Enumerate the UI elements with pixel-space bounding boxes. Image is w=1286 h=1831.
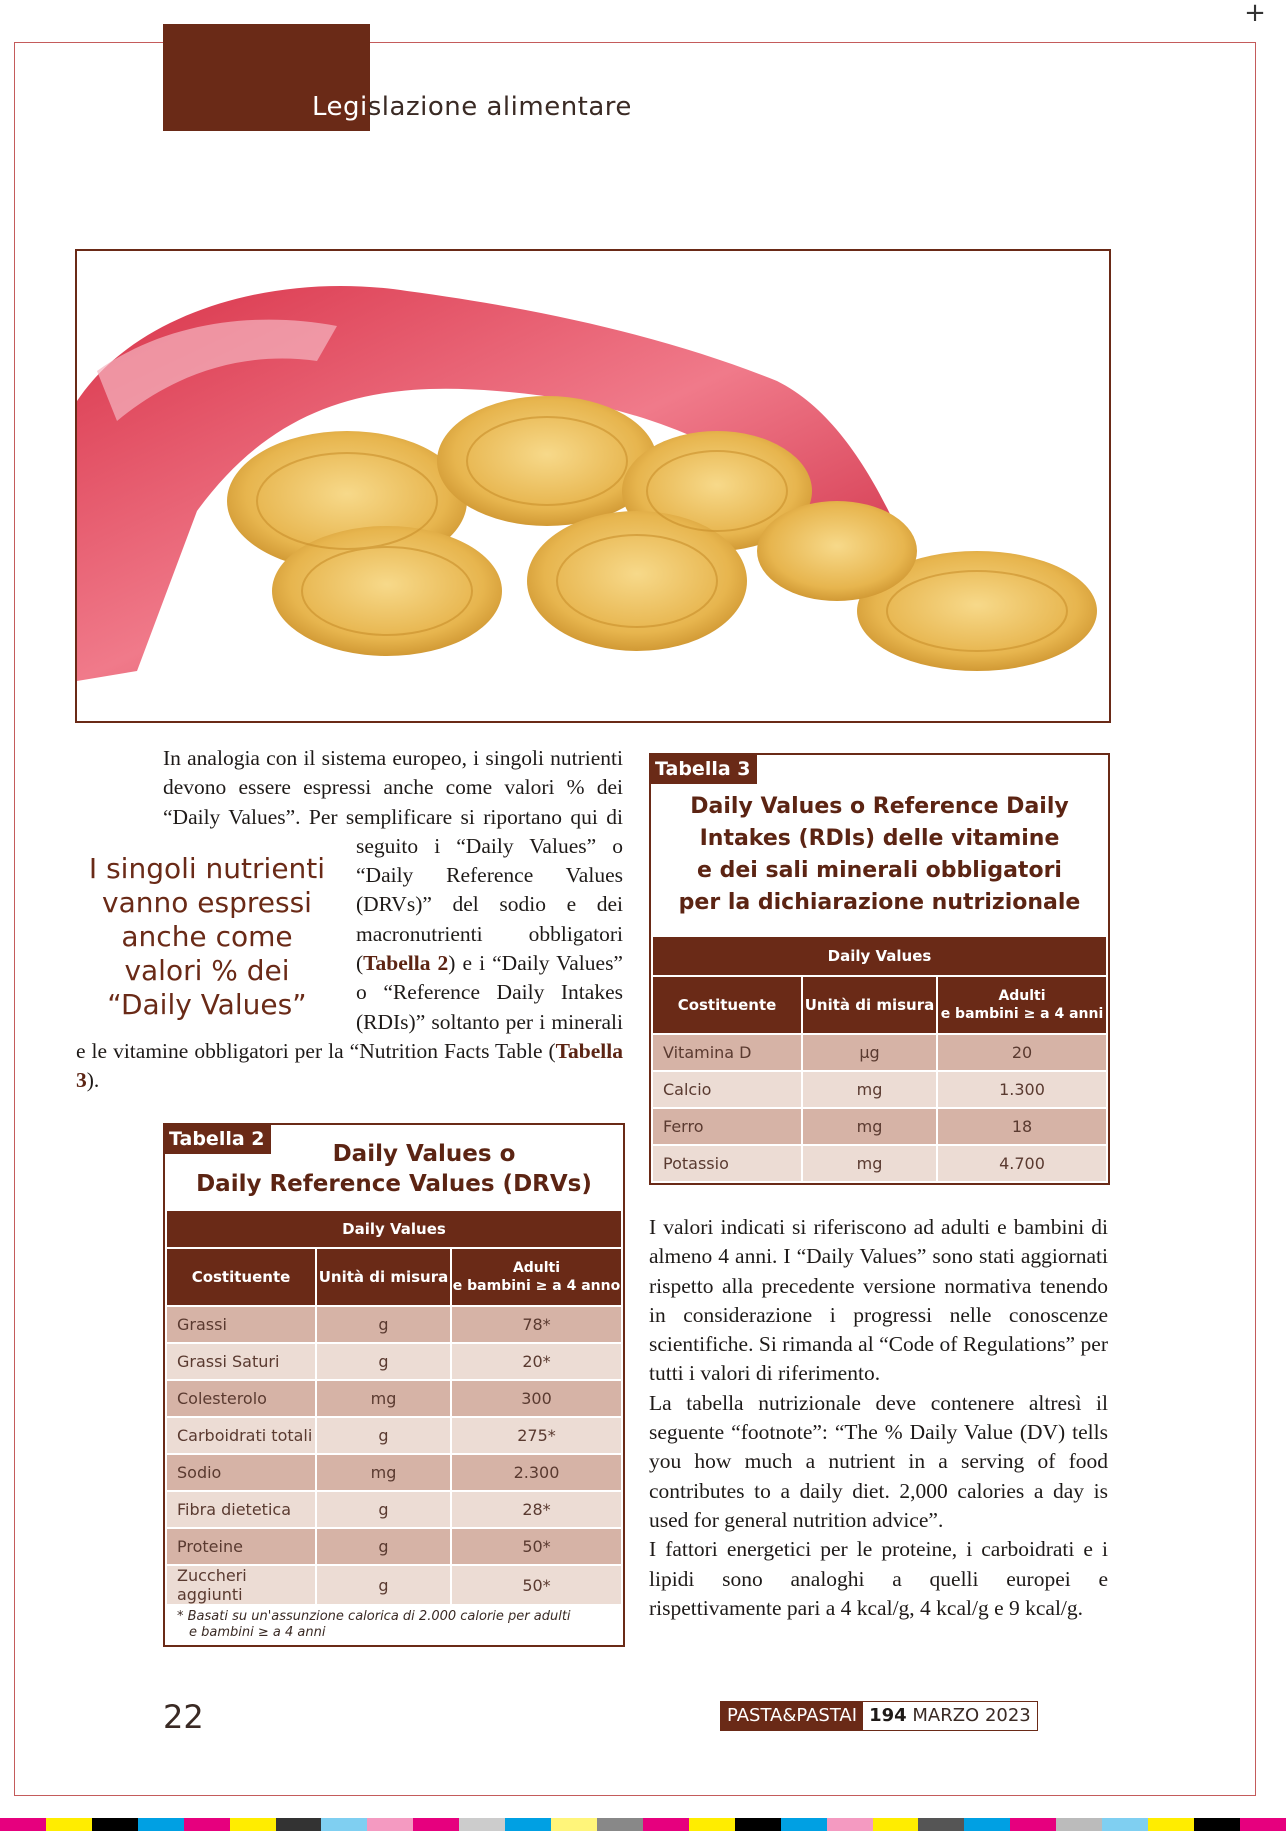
right-column-text [649, 1213, 1108, 1623]
right-para2: La tabella nutrizionale deve contenere altresì il seguente “footnote”: “The % Daily Value (DV) tells you how much a nutrient in a serving of food contributes to a daily diet. 2,000 calories a day is used for general nutrition advice”. [649, 1390, 1108, 1532]
table2-row [166, 1380, 622, 1417]
crop-mark-icon: + [1244, 0, 1266, 28]
table2-row [166, 1306, 622, 1343]
table3-title-line3: e dei sali minerali obbligatori [697, 858, 1062, 883]
table2-cell-costituente: Proteine [166, 1528, 316, 1565]
table2-footnote-line2: e bambini ≥ a 4 anni [189, 1625, 326, 1640]
table3-cell-unita: mg [802, 1071, 937, 1108]
section-title-part1: Legi [312, 92, 368, 122]
table3-label: Tabella 3 [651, 755, 757, 784]
table3-row [652, 1145, 1107, 1182]
issue-number: 194 [869, 1705, 907, 1726]
table2-header-adulti-line1: Adulti [512, 1260, 561, 1276]
table3-header-costituente: Costituente [652, 976, 802, 1034]
table3-header-adulti-line2: e bambini ≥ a 4 anni [940, 1006, 1104, 1022]
table2-cell-unita: g [316, 1491, 451, 1528]
table2-grid [165, 1209, 623, 1606]
intro-ref-tabella3: Tabella 3 [76, 1038, 623, 1093]
intro-ref-tabella2: Tabella 2 [363, 951, 449, 976]
table3-header-adulti-line1: Adulti [998, 988, 1046, 1004]
table2-header-costituente: Costituente [166, 1248, 316, 1306]
table3-header-adulti [937, 976, 1107, 1034]
table3-cell-costituente: Potassio [652, 1145, 802, 1182]
table2-footnote-line1: * Basati su un'assunzione calorica di 2.000 calorie per adulti [177, 1609, 571, 1624]
table3-title-line1: Daily Values o Reference Daily [690, 794, 1069, 819]
table2-header-adulti-line2: e bambini ≥ a 4 anno [452, 1278, 621, 1294]
table2-row [166, 1565, 622, 1605]
table3 [649, 753, 1110, 1185]
table3-cell-costituente: Vitamina D [652, 1034, 802, 1071]
table2-cell-unita: mg [316, 1380, 451, 1417]
publication-issue [863, 1702, 1037, 1730]
table2-label: Tabella 2 [165, 1125, 271, 1154]
table3-row [652, 1108, 1107, 1145]
print-color-bar [0, 1818, 1286, 1831]
table2-cell-valore: 300 [451, 1380, 622, 1417]
table2-header-unita: Unità di misura [316, 1248, 451, 1306]
table3-grid [651, 935, 1108, 1183]
table3-cell-valore: 1.300 [937, 1071, 1107, 1108]
pull-quote: I singoli nutrienti vanno espressi anche come valori % dei “Daily Values” [88, 852, 326, 1021]
table2-row [166, 1417, 622, 1454]
section-title-part2: slazione alimentare [367, 92, 632, 122]
table2-cell-valore: 50* [451, 1565, 622, 1605]
table2-cell-valore: 50* [451, 1528, 622, 1565]
pasta-bag-illustration [77, 251, 1109, 721]
table2-cell-costituente: Zuccheri aggiunti [166, 1565, 316, 1605]
table2-cell-valore: 2.300 [451, 1454, 622, 1491]
table2-cell-unita: mg [316, 1454, 451, 1491]
page-number: 22 [163, 1698, 204, 1736]
table2 [163, 1123, 625, 1647]
table2-row [166, 1343, 622, 1380]
table2-cell-costituente: Grassi Saturi [166, 1343, 316, 1380]
table2-cell-unita: g [316, 1417, 451, 1454]
publication-box [720, 1701, 1038, 1731]
table2-cell-unita: g [316, 1528, 451, 1565]
table2-cell-costituente: Carboidrati totali [166, 1417, 316, 1454]
table2-cell-costituente: Colesterolo [166, 1380, 316, 1417]
table3-cell-unita: mg [802, 1145, 937, 1182]
table2-row [166, 1491, 622, 1528]
table2-header-adulti [451, 1248, 622, 1306]
table2-row [166, 1528, 622, 1565]
publication-name: PASTA&PASTAI [721, 1702, 863, 1730]
intro-part2: ) e i “Daily Values” o “Reference Daily Intakes (RDIs)” soltanto per i minerali e le vitamine obbligatori per la “Nutrition Facts Table ( [76, 951, 623, 1063]
table2-cell-unita: g [316, 1306, 451, 1343]
table3-group-header: Daily Values [652, 936, 1107, 976]
table2-cell-costituente: Sodio [166, 1454, 316, 1491]
table2-cell-unita: g [316, 1565, 451, 1605]
table3-title-line2: Intakes (RDIs) delle vitamine [699, 826, 1060, 851]
table2-row [166, 1454, 622, 1491]
table2-title-line1: Daily Values o [332, 1141, 516, 1167]
intro-part3: ). [86, 1068, 100, 1093]
pasta-photo [75, 249, 1111, 723]
table2-cell-valore: 20* [451, 1343, 622, 1380]
right-para1: I valori indicati si riferiscono ad adulti e bambini di almeno 4 anni. I “Daily Values” sono stati aggiornati rispetto alla precedente versione normativa tenendo in considerazione i progressi nelle conoscenze scientifiche. Si rimanda al “Code of Regulations” per tutti i valori di riferimento. [649, 1215, 1108, 1386]
table3-cell-costituente: Calcio [652, 1071, 802, 1108]
table3-cell-costituente: Ferro [652, 1108, 802, 1145]
section-title [312, 92, 632, 122]
table2-cell-costituente: Grassi [166, 1306, 316, 1343]
table3-cell-unita: mg [802, 1108, 937, 1145]
issue-date: MARZO 2023 [912, 1705, 1031, 1726]
table2-footnote [177, 1609, 617, 1641]
table2-group-header: Daily Values [166, 1210, 622, 1248]
table2-title-line2: Daily Reference Values (DRVs) [196, 1171, 592, 1197]
table3-title-line4: per la dichiarazione nutrizionale [678, 890, 1081, 915]
table3-cell-valore: 4.700 [937, 1145, 1107, 1182]
table2-cell-valore: 275* [451, 1417, 622, 1454]
table3-cell-valore: 18 [937, 1108, 1107, 1145]
table3-row [652, 1071, 1107, 1108]
table3-cell-unita: µg [802, 1034, 937, 1071]
table2-cell-valore: 28* [451, 1491, 622, 1528]
table2-title [165, 1139, 623, 1199]
table3-row [652, 1034, 1107, 1071]
table2-cell-costituente: Fibra dietetica [166, 1491, 316, 1528]
right-para3: I fattori energetici per le proteine, i carboidrati e i lipidi sono analoghi a quelli europei e rispettivamente pari a 4 kcal/g, 4 kcal/g e 9 kcal/g. [649, 1537, 1108, 1620]
spacer-a [76, 744, 163, 832]
intro-part1: In analogia con il sistema europeo, i singoli nutrienti devono essere espressi anche come valori % dei “Daily Values”. Per semplificare si riportano qui di seguito i “Daily Values” o “Daily Reference Values (DRVs)” del sodio e dei macronutrienti obbligatori ( [163, 746, 623, 976]
table3-title [651, 791, 1108, 919]
table3-header-unita: Unità di misura [802, 976, 937, 1034]
table2-cell-unita: g [316, 1343, 451, 1380]
table2-cell-valore: 78* [451, 1306, 622, 1343]
table3-cell-valore: 20 [937, 1034, 1107, 1071]
